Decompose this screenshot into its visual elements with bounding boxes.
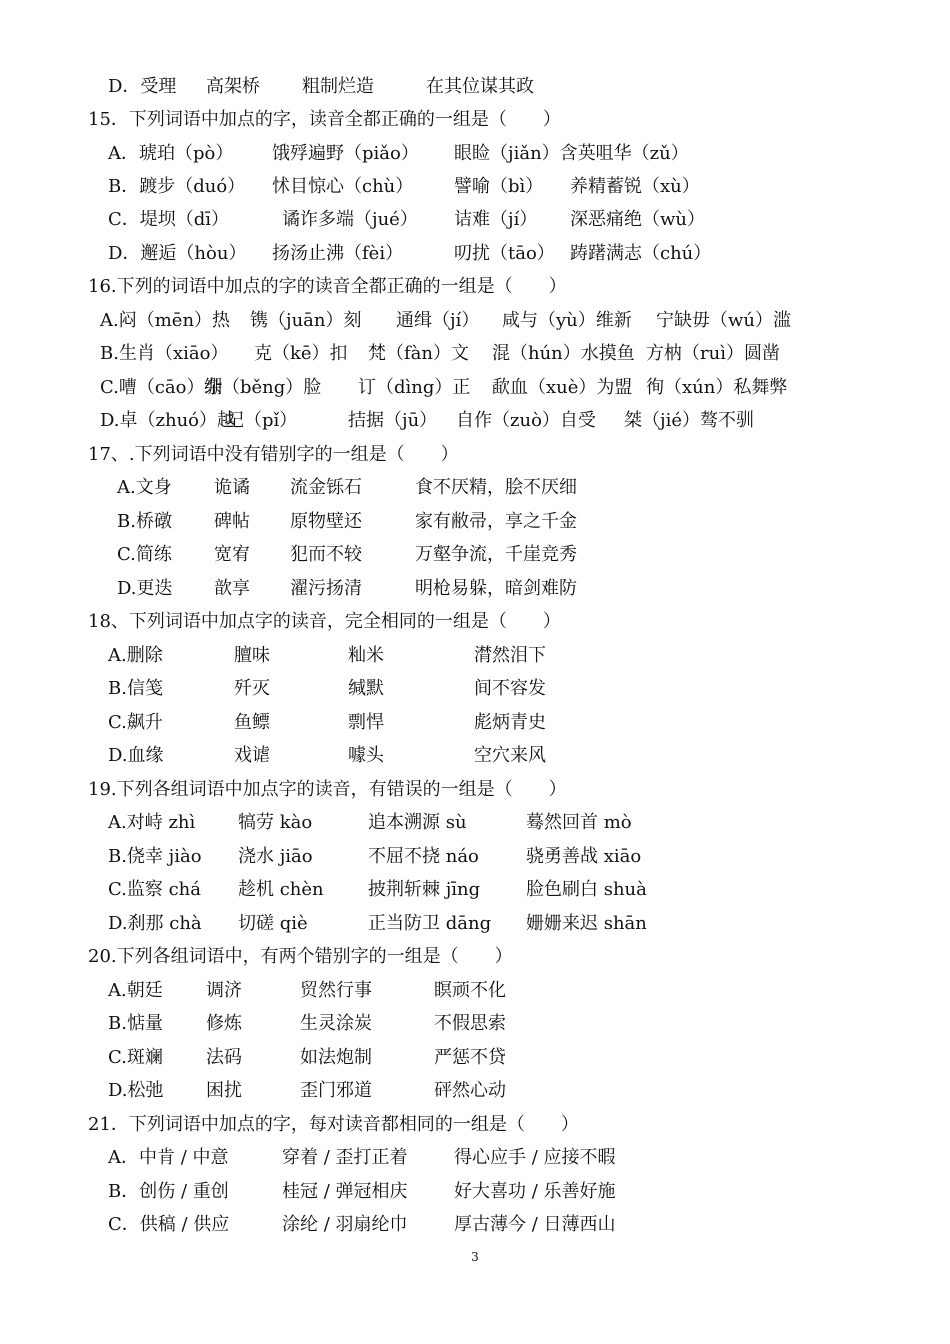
question-text: 16.下列的词语中加点的字的读音全都正确的一组是（ ）	[88, 276, 567, 297]
option-item: 梵（fàn）文	[368, 343, 469, 364]
option-item: D．邂逅（hòu）	[108, 243, 247, 264]
option-item: 正当防卫 dāng	[368, 913, 492, 934]
option-item: 歼灭	[234, 678, 270, 699]
option-item: 鱼鳔	[234, 712, 270, 733]
option-item: 蓦然回首 mò	[526, 812, 632, 833]
option-item: 通缉（jí）	[396, 310, 480, 331]
option-item: 膻味	[234, 645, 270, 666]
option-item: 宁缺毋（wú）滥	[656, 310, 791, 331]
option-item: B．踱步（duó）	[108, 176, 246, 197]
option-item: 调济	[206, 980, 242, 1001]
option-item: 方枘（ruì）圆凿	[646, 343, 780, 364]
option-item: 绷（běng）脸	[204, 377, 322, 398]
option-item: 缄默	[348, 678, 384, 699]
option-item: 饿殍遍野（piǎo）	[272, 143, 419, 164]
option-item: 克（kē）扣	[254, 343, 348, 364]
option-item: C.嘈（cāo）杂	[100, 377, 223, 398]
option-item: A．中肯 / 中意	[108, 1147, 229, 1168]
option-item: D.更迭	[117, 578, 173, 599]
question-text: 19.下列各组词语中加点字的读音，有错误的一组是（ ）	[88, 779, 567, 800]
option-item: 如法炮制	[300, 1047, 372, 1068]
option-item: 踌躇满志（chú）	[570, 243, 712, 264]
option-item: 眼睑（jiǎn）含英咀华（zǔ）	[454, 143, 689, 164]
option-item: 披荆斩棘 jīng	[368, 879, 481, 900]
option-item: 生灵涂炭	[300, 1013, 372, 1034]
option-item: 桂冠 / 弹冠相庆	[282, 1181, 408, 1202]
option-item: A.对峙 zhì	[108, 812, 196, 833]
option-item: 潸然泪下	[474, 645, 546, 666]
option-item: 切磋 qiè	[238, 913, 308, 934]
option-item: 家有敝帚，享之千金	[415, 511, 577, 532]
question-text: 20.下列各组词语中，有两个错别字的一组是（ ）	[88, 946, 513, 967]
page-number: 3	[471, 1250, 479, 1264]
option-item: 浇水 jiāo	[238, 846, 313, 867]
option-item: 噱头	[348, 745, 384, 766]
option-item: 宽宥	[214, 544, 250, 565]
option-item: 趁机 chèn	[238, 879, 324, 900]
option-item: D.松弛	[108, 1080, 164, 1101]
option-item: 扬汤止沸（fèi）	[272, 243, 404, 264]
option-item: B.桥礅	[117, 511, 172, 532]
option-item: 自作（zuò）自受	[456, 410, 596, 431]
option-item: 原物壁还	[290, 511, 362, 532]
option-item: 叨扰（tāo）	[454, 243, 555, 264]
option-item: D.刹那 chà	[108, 913, 202, 934]
option-item: D．受理	[108, 76, 177, 97]
option-item: 歃血（xuè）为盟	[492, 377, 633, 398]
question-text: 21．下列词语中加点的字，每对读音都相同的一组是（ ）	[88, 1114, 579, 1135]
option-item: C.简练	[117, 544, 172, 565]
option-item: A.删除	[108, 645, 163, 666]
option-item: 追本溯源 sù	[368, 812, 467, 833]
option-item: A．琥珀（pò）	[108, 143, 234, 164]
option-item: 高架桥	[206, 76, 260, 97]
question-text: 15．下列词语中加点的字，读音全都正确的一组是（ ）	[88, 109, 561, 130]
option-item: C.监察 chá	[108, 879, 201, 900]
option-item: 犯而不较	[290, 544, 362, 565]
option-item: A.闷（mēn）热	[100, 310, 231, 331]
option-item: 碑帖	[214, 511, 250, 532]
option-item: 空穴来风	[474, 745, 546, 766]
option-item: 食不厌精，脍不厌细	[415, 477, 577, 498]
option-item: 万壑争流，千崖竞秀	[415, 544, 577, 565]
option-item: 骁勇善战 xiāo	[526, 846, 642, 867]
option-item: 修炼	[206, 1013, 242, 1034]
option-item: 徇（xún）私舞弊	[646, 377, 788, 398]
option-item: A.朝廷	[108, 980, 163, 1001]
option-item: 桀（jié）骜不驯	[624, 410, 754, 431]
option-item: 粗制烂造	[302, 76, 374, 97]
option-item: 不屈不挠 náo	[368, 846, 479, 867]
option-item: 流金铄石	[290, 477, 362, 498]
option-item: 订（dìng）正	[358, 377, 471, 398]
option-item: 在其位谋其政	[426, 76, 534, 97]
option-item: 穿着 / 歪打正着	[282, 1147, 408, 1168]
question-text: 17、.下列词语中没有错别字的一组是（ ）	[88, 444, 459, 465]
option-item: 涂纶 / 羽扇纶巾	[282, 1214, 408, 1235]
option-item: 混（hún）水摸鱼	[492, 343, 635, 364]
option-item: 严惩不贷	[434, 1047, 506, 1068]
option-item: C.飙升	[108, 712, 163, 733]
option-item: C．供稿 / 供应	[108, 1214, 230, 1235]
option-item: 犒劳 kào	[238, 812, 313, 833]
option-item: A.文身	[117, 477, 172, 498]
option-item: B.信笺	[108, 678, 163, 699]
question-text: 18、下列词语中加点字的读音，完全相同的一组是（ ）	[88, 611, 561, 632]
option-item: 彪炳青史	[474, 712, 546, 733]
option-item: 诘难（jí）	[454, 209, 538, 230]
option-item: 得心应手 / 应接不暇	[454, 1147, 616, 1168]
option-item: 镌（juān）刻	[250, 310, 362, 331]
option-item: 濯污扬清	[290, 578, 362, 599]
option-item: 不假思索	[434, 1013, 506, 1034]
option-item: 歪门邪道	[300, 1080, 372, 1101]
option-item: 瞑顽不化	[434, 980, 506, 1001]
option-item: 脸色刷白 shuà	[526, 879, 647, 900]
option-item: 歆享	[214, 578, 250, 599]
option-item: 诡谲	[214, 477, 250, 498]
option-item: 籼米	[348, 645, 384, 666]
option-item: 戏谑	[234, 745, 270, 766]
option-item: 圮（pǐ）	[226, 410, 298, 431]
option-item: 拮据（jū）	[348, 410, 438, 431]
option-item: 困扰	[206, 1080, 242, 1101]
option-item: B.生肖（xiāo）	[100, 343, 229, 364]
option-item: D.血缘	[108, 745, 164, 766]
option-item: 剽悍	[348, 712, 384, 733]
option-item: 譬喻（bì）	[454, 176, 544, 197]
option-item: B.惦量	[108, 1013, 163, 1034]
option-item: 养精蓄锐（xù）	[570, 176, 700, 197]
option-item: 姗姗来迟 shān	[526, 913, 647, 934]
option-item: C.斑斓	[108, 1047, 163, 1068]
option-item: 咸与（yù）维新	[502, 310, 632, 331]
option-item: 怵目惊心（chù）	[272, 176, 414, 197]
option-item: 法码	[206, 1047, 242, 1068]
option-item: 明枪易躲，暗剑难防	[415, 578, 577, 599]
option-item: 厚古薄今 / 日薄西山	[454, 1214, 616, 1235]
option-item: 好大喜功 / 乐善好施	[454, 1181, 616, 1202]
option-item: 深恶痛绝（wù）	[570, 209, 705, 230]
option-item: 谲诈多端（jué）	[282, 209, 418, 230]
option-item: D.卓（zhuó）越	[100, 410, 236, 431]
option-item: B．创伤 / 重创	[108, 1181, 229, 1202]
option-item: 砰然心动	[434, 1080, 506, 1101]
option-item: 贸然行事	[300, 980, 372, 1001]
option-item: 间不容发	[474, 678, 546, 699]
option-item: C．堤坝（dī）	[108, 209, 230, 230]
option-item: B.侥幸 jiào	[108, 846, 202, 867]
